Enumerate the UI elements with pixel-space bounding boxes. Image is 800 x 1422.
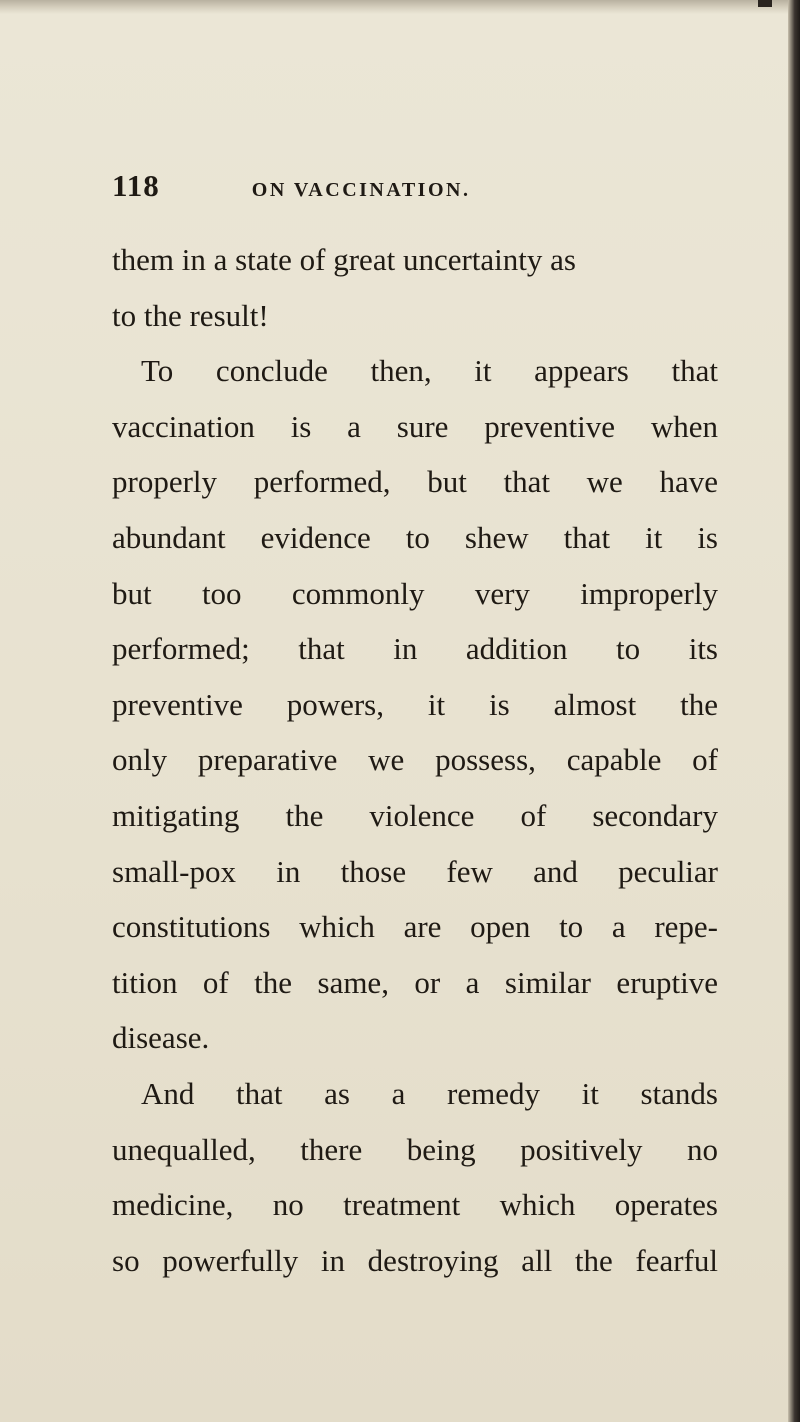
text-line: unequalled, there being positively no [112,1131,718,1167]
text-line: only preparative we possess, capable of [112,742,718,778]
text-line: but too commonly very improperly [112,575,718,611]
text-line: preventive powers, it is almost the [112,686,718,722]
text-line: abundant evidence to shew that it is [112,519,718,555]
page-top-shadow [0,0,800,14]
text-line: vaccination is a sure preventive when [112,408,718,444]
text-line: tition of the same, or a similar eruptive [112,964,718,1000]
page-number: 118 [112,168,160,203]
body-text [112,232,718,1288]
running-head: ON VACCINATION. [251,179,471,201]
text-line: so powerfully in destroying all the fearful [112,1242,718,1278]
text-line: mitigating the violence of secondary [112,797,718,833]
text-line: medicine, no treatment which operates [112,1187,718,1223]
text-line: them in a state of great uncertainty as [112,242,576,277]
text-line: To conclude then, it appears that [141,353,718,389]
page-right-edge [788,0,800,1422]
text-line: And that as a remedy it stands [141,1075,718,1111]
text-line: to the result! [112,297,269,333]
text-line: properly performed, but that we have [112,464,718,500]
text-line: performed; that in addition to its [112,631,718,667]
text-line: small-pox in those few and peculiar [112,853,718,889]
page-edge-mark [758,0,772,7]
text-line: disease. [112,1020,210,1056]
text-line: constitutions which are open to a repe- [112,909,718,945]
page-header [112,168,672,208]
